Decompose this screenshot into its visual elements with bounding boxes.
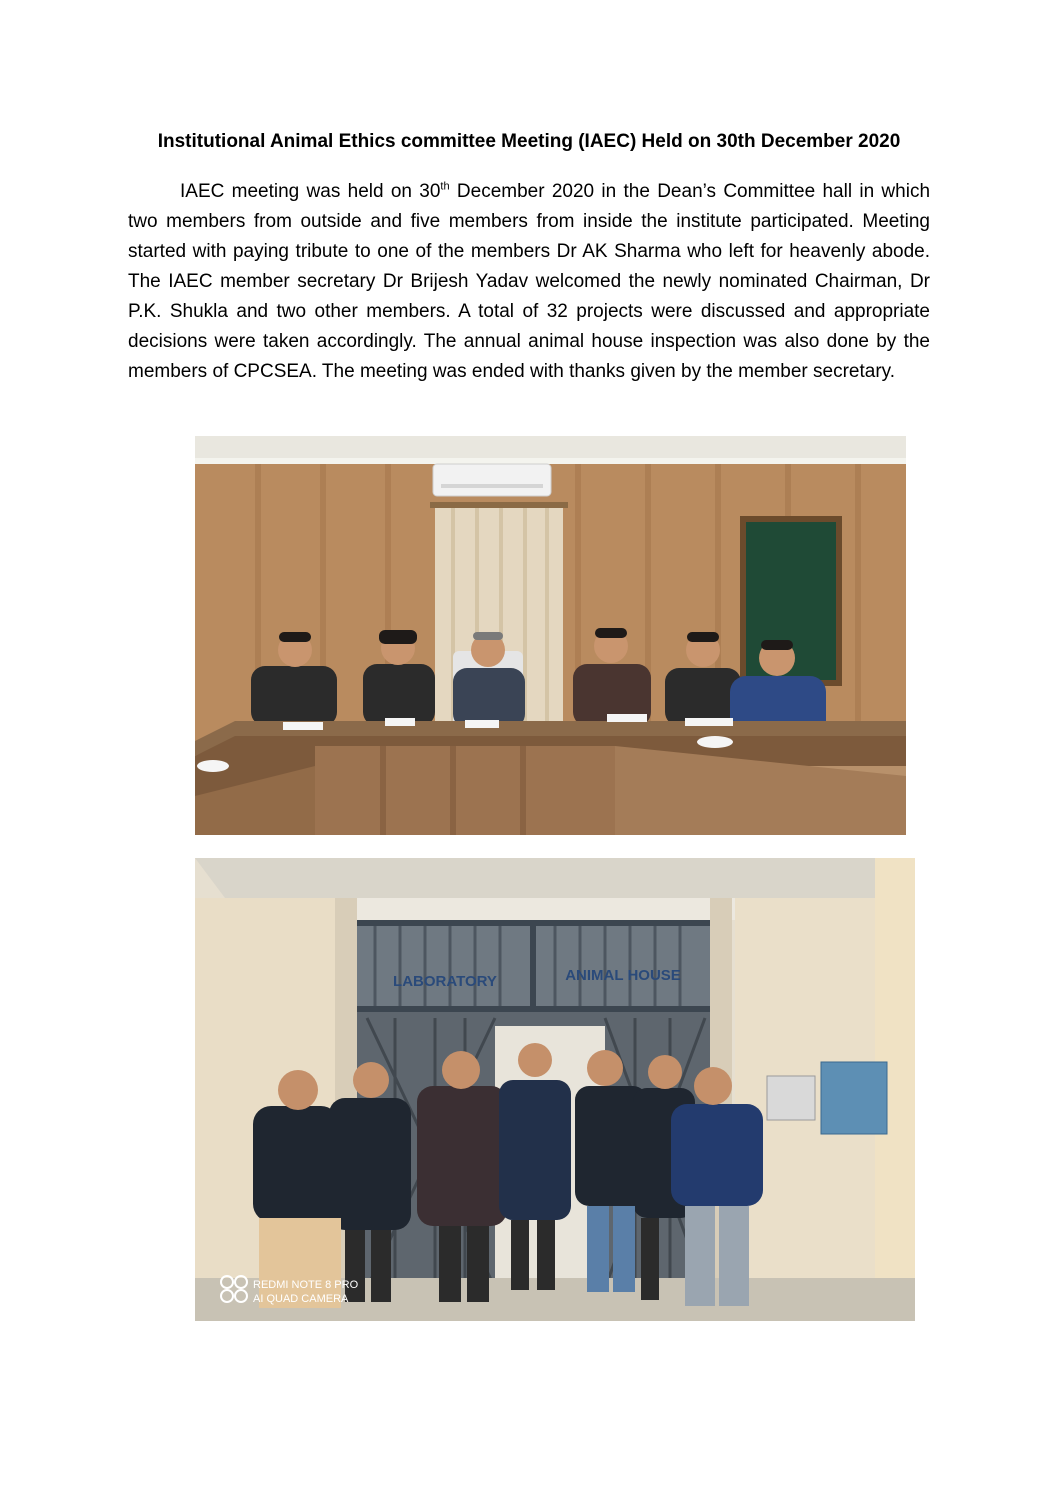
superscript-th: th [440,180,450,193]
meeting-room-photo [195,436,906,835]
watermark-line1: REDMI NOTE 8 PRO [253,1279,359,1291]
animal-house-photo [195,858,915,1321]
paragraph-text-start: IAEC meeting was held on 30 [180,181,441,202]
sign-laboratory: LABORATORY [393,973,497,990]
sign-animal-house: ANIMAL HOUSE [565,967,681,984]
meeting-room-illustration [195,436,906,835]
animal-house-illustration [195,858,915,1321]
document-title: Institutional Animal Ethics committee Meeting (IAEC) Held on 30th December 2020 [157,131,901,152]
paragraph-text-rest: December 2020 in the Dean’s Committee hall in which two members from outside and five members from inside the institute participated. Meeting started with paying tribute to one of the members Dr AK Sharma who left for heavenly abode. The IAEC member secretary Dr Brijesh Yadav welcomed the newly nominated Chairman, Dr P.K. Shukla and two other members. A total of 32 projects were discussed and appropriate decisions were taken accordingly. The annual animal house inspection was also done by the members of CPCSEA. The meeting was ended with thanks given by the member secretary. [128,181,931,382]
watermark-line2: AI QUAD CAMERA [253,1293,349,1305]
body-paragraph [128,177,930,387]
